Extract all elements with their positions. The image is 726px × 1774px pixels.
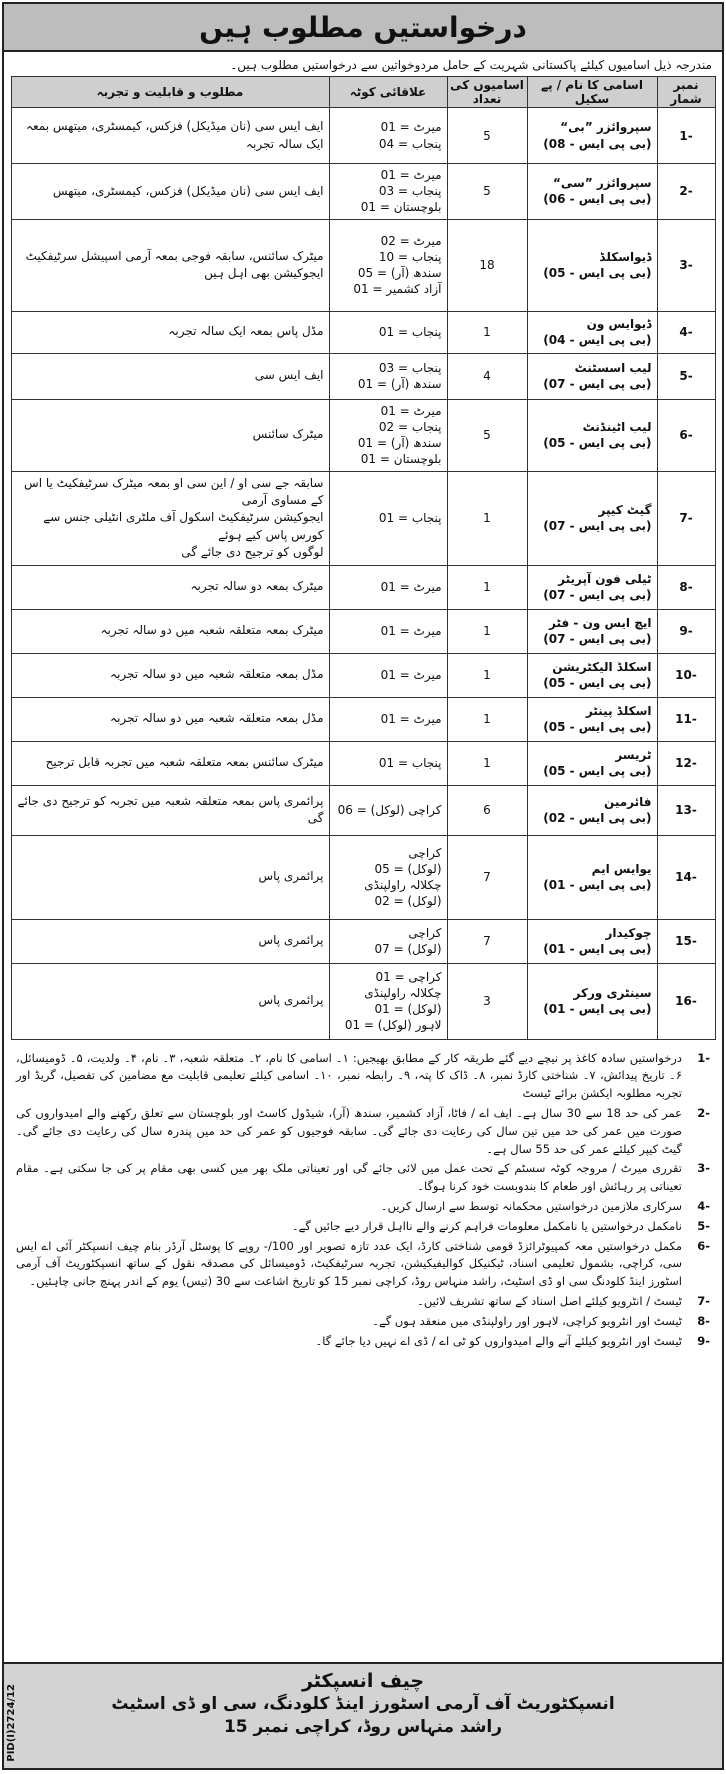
quota-line: میرٹ = 01 <box>380 667 442 682</box>
quota-line: پنجاب = 01 <box>378 510 442 525</box>
regional-quota-cell <box>329 741 447 785</box>
post-name-cell <box>527 219 657 311</box>
serial-number-cell: -13 <box>657 785 715 835</box>
post-name-cell <box>527 835 657 919</box>
post-name-cell <box>527 565 657 609</box>
qualification-line: ایجوکیشن سرٹیفکیٹ اسکول آف ملٹری انٹیلی جنس سے کورس پاس کیے ہوئے <box>43 510 324 542</box>
instruction-item <box>16 1218 710 1236</box>
quota-line: پنجاب = 04 <box>378 136 442 151</box>
qualification-line: میٹرک بمعہ دو سالہ تجربہ <box>190 579 324 594</box>
instruction-item <box>16 1293 710 1311</box>
instruction-number: -2 <box>697 1105 710 1120</box>
regional-quota-cell <box>329 399 447 471</box>
vacancy-count-cell: 7 <box>447 835 527 919</box>
table-row <box>11 311 715 353</box>
qualification-cell <box>11 785 329 835</box>
quota-line: کراچی <box>408 925 442 940</box>
qualification-line: پرائمری پاس <box>258 869 324 884</box>
vacancy-count-cell: 5 <box>447 108 527 164</box>
vacancy-count-cell: 1 <box>447 697 527 741</box>
serial-number-cell: -6 <box>657 399 715 471</box>
table-body <box>11 108 715 1040</box>
qualification-cell <box>11 471 329 565</box>
regional-quota-cell <box>329 653 447 697</box>
post-name-line: سپروائزر ”سی“ <box>552 176 652 191</box>
post-name-line: فائرمین <box>604 794 652 809</box>
regional-quota-cell <box>329 311 447 353</box>
instruction-number: -5 <box>697 1218 710 1233</box>
table-row <box>11 399 715 471</box>
qualification-line: میٹرک سائنس <box>252 427 324 442</box>
post-name-cell <box>527 653 657 697</box>
post-name-cell <box>527 471 657 565</box>
instruction-item <box>16 1198 710 1216</box>
post-name-line: (بی پی ایس - 04) <box>543 333 652 348</box>
serial-number-cell: -7 <box>657 471 715 565</box>
instruction-text: درخواستیں سادہ کاغذ پر نیچے دیے گئے طریقہ کار کے مطابق بھیجیں: ۱۔ اسامی کا نام، ۲۔ متعلقہ شعبہ، ۳۔ نام، ۴۔ ولدیت، ۵۔ ڈومیسائل، ۶۔ تاریخ پیدائش، ۷۔ شناختی کارڈ نمبر، ۸۔ ڈاک کا پتہ، ۹۔ رابطہ نمبر، ۱۰۔ اسامی کیلئے تعلیمی قابلیت مع مضامین کی تفصیل، گریڈ اور تجربہ مطلوبہ ایکشن برائے ٹیسٹ <box>16 1050 682 1101</box>
regional-quota-cell <box>329 785 447 835</box>
quota-line: کراچی <box>408 845 442 860</box>
table-row <box>11 785 715 835</box>
post-name-line: گیٹ کیپر <box>598 502 652 517</box>
quota-line: پنجاب = 02 <box>378 419 442 434</box>
post-name-line: (بی پی ایس - 07) <box>543 632 652 647</box>
qualification-line: میٹرک سائنس، سابقہ فوجی بمعہ آرمی اسپیشل سرٹیفکیٹ ایجوکیشن بھی اہل ہیں <box>25 248 324 281</box>
qualification-cell <box>11 311 329 353</box>
instruction-text: ٹیسٹ / انٹرویو کیلئے اصل اسناد کے ساتھ تشریف لائیں۔ <box>417 1294 682 1309</box>
regional-quota-cell <box>329 919 447 963</box>
post-name-line: اسکلڈ پینٹر <box>585 703 652 718</box>
regional-quota-cell <box>329 565 447 609</box>
qualification-cell <box>11 399 329 471</box>
serial-number-cell: -4 <box>657 311 715 353</box>
regional-quota-cell <box>329 835 447 919</box>
quota-line: میرٹ = 02 <box>380 233 442 248</box>
instruction-number: -8 <box>697 1313 710 1328</box>
vacancy-count-cell: 6 <box>447 785 527 835</box>
advertisement-page <box>2 2 724 1770</box>
instructions-list <box>4 1040 722 1351</box>
quota-line: میرٹ = 01 <box>380 120 442 135</box>
instruction-item <box>16 1105 710 1158</box>
quota-line: پنجاب = 01 <box>378 324 442 339</box>
instruction-item <box>16 1313 710 1331</box>
table-row <box>11 741 715 785</box>
post-name-line: لیب اسسٹنٹ <box>574 360 652 375</box>
post-name-cell <box>527 963 657 1039</box>
post-name-cell <box>527 164 657 220</box>
quota-line: میرٹ = 01 <box>380 579 442 594</box>
table-row <box>11 653 715 697</box>
quota-line: پنجاب = 10 <box>378 249 442 264</box>
instruction-text: ٹیسٹ اور انٹرویو کراچی، لاہور اور راولپنڈی میں منعقد ہوں گے۔ <box>372 1313 682 1328</box>
instruction-number: -1 <box>697 1050 710 1065</box>
vacancy-count-cell: 3 <box>447 963 527 1039</box>
vacancy-count-cell: 18 <box>447 219 527 311</box>
serial-number-cell: -8 <box>657 565 715 609</box>
instruction-number: -9 <box>697 1333 710 1348</box>
header-quota: علاقائی کوٹہ <box>329 77 447 108</box>
post-name-cell <box>527 919 657 963</box>
qualification-line: لوگوں کو ترجیح دی جائے گی <box>181 545 324 560</box>
table-row <box>11 164 715 220</box>
header-serial: نمبر شمار <box>657 77 715 108</box>
regional-quota-cell <box>329 164 447 220</box>
serial-number-cell: -9 <box>657 609 715 653</box>
instruction-item <box>16 1238 710 1291</box>
post-name-line: ٹریسر <box>615 747 652 762</box>
quota-line: کراچی = 01 <box>375 969 442 984</box>
vacancy-table <box>11 76 716 1040</box>
title-banner <box>4 4 722 52</box>
table-row <box>11 471 715 565</box>
instruction-number: -6 <box>697 1238 710 1253</box>
publication-reference: PID(I)2724/12 <box>6 1684 17 1762</box>
post-name-line: (بی پی ایس - 07) <box>543 519 652 534</box>
regional-quota-cell <box>329 108 447 164</box>
quota-line: چکلالہ راولپنڈی <box>364 985 442 1000</box>
regional-quota-cell <box>329 471 447 565</box>
vacancy-count-cell: 1 <box>447 609 527 653</box>
instruction-number: -3 <box>697 1161 710 1176</box>
qualification-line: مڈل پاس بمعہ ایک سالہ تجربہ <box>168 324 324 339</box>
quota-line: بلوچستان = 01 <box>360 452 442 467</box>
post-name-line: (بی پی ایس - 02) <box>543 811 652 826</box>
post-name-line: (بی پی ایس - 01) <box>543 1002 652 1017</box>
qualification-cell <box>11 697 329 741</box>
serial-number-cell: -2 <box>657 164 715 220</box>
intro-text: مندرجہ ذیل اسامیوں کیلئے پاکستانی شہریت کے حامل مردوخواتین سے درخواستیں مطلوب ہیں۔ <box>230 58 712 72</box>
qualification-cell <box>11 609 329 653</box>
qualification-cell <box>11 741 329 785</box>
quota-line: سندھ (آر) = 01 <box>357 436 442 451</box>
qualification-line: پرائمری پاس <box>258 993 324 1008</box>
quota-line: (لوکل) = 07 <box>374 942 442 957</box>
qualification-line: ایف ایس سی (نان میڈیکل) فزکس، کیمسٹری، میتھس <box>52 183 324 198</box>
serial-number-cell: -3 <box>657 219 715 311</box>
regional-quota-cell <box>329 697 447 741</box>
quota-line: (لوکل) = 02 <box>374 894 442 909</box>
post-name-line: (بی پی ایس - 06) <box>543 192 652 207</box>
footer-designation: چیف انسپکٹر <box>301 1670 425 1692</box>
qualification-cell <box>11 164 329 220</box>
qualification-line: مڈل بمعہ متعلقہ شعبہ میں دو سالہ تجربہ <box>110 711 324 726</box>
quota-line: میرٹ = 01 <box>380 711 442 726</box>
post-name-line: (بی پی ایس - 01) <box>543 878 652 893</box>
qualification-cell <box>11 108 329 164</box>
vacancy-count-cell: 1 <box>447 565 527 609</box>
serial-number-cell: -11 <box>657 697 715 741</box>
post-name-line: (بی پی ایس - 01) <box>543 942 652 957</box>
post-name-line: اسکلڈ الیکٹریشن <box>552 659 652 674</box>
table-row <box>11 565 715 609</box>
qualification-cell <box>11 653 329 697</box>
post-name-cell <box>527 609 657 653</box>
page-title: درخواستیں مطلوب ہیں <box>199 10 527 44</box>
post-name-line: (بی پی ایس - 08) <box>543 136 652 151</box>
post-name-line: ایچ ایس ون - فٹر <box>549 615 652 630</box>
post-name-line: ڈیوایس ون <box>586 316 652 331</box>
quota-line: (لوکل) = 01 <box>374 1002 442 1017</box>
instruction-text: عمر کی حد 18 سے 30 سال ہے۔ ایف اے / فاٹا، آزاد کشمیر، سندھ (آر)، شیڈول کاسٹ اور بلوچستان سے تعلق رکھنے والے امیدواروں کی صورت میں عمر کی حد میں تین سال کی رعایت دی جائے گی۔ سابقہ فوجیوں کو عمر کی حد میں پندرہ سال کی رعایت دی جائے گی۔ گیٹ کیپر کیلئے عمر کی حد 55 سال ہے۔ <box>16 1105 682 1156</box>
post-name-line: (بی پی ایس - 05) <box>543 764 652 779</box>
post-name-line: (بی پی ایس - 05) <box>543 436 652 451</box>
qualification-cell <box>11 919 329 963</box>
qualification-cell <box>11 565 329 609</box>
table-row <box>11 919 715 963</box>
instruction-number: -7 <box>697 1294 710 1309</box>
post-name-line: چوکیدار <box>605 925 652 940</box>
serial-number-cell: -14 <box>657 835 715 919</box>
post-name-cell <box>527 353 657 399</box>
instruction-item <box>16 1050 710 1103</box>
qualification-line: پرائمری پاس بمعہ متعلقہ شعبہ میں تجربہ کو ترجیح دی جائے گی <box>17 793 324 826</box>
table-row <box>11 353 715 399</box>
instruction-text: مکمل درخواستیں معہ کمپیوٹرائزڈ قومی شناختی کارڈ، ایک عدد تازہ تصویر اور 100/- روپے کا پوسٹل آرڈر بنام چیف انسپکٹر آئی اے ایس سی، کراچی، بشمول تعلیمی اسناد، ٹیکنیکل کوالیفیکیشن، تجربہ سرٹیفکیٹ، ڈومیسائل کی مصدقہ نقول کے ساتھ انسپکٹوریٹ آف آرمی اسٹورز اینڈ کلودنگ سی او ڈی اسٹیٹ، راشد منہاس روڈ، کراچی نمبر 15 کو تاریخ اشاعت سے 30 (تیس) یوم کے اندر پہنچ جانی چاہئیں۔ <box>16 1238 682 1289</box>
post-name-line: یوایس ایم <box>591 861 652 876</box>
footer-signature <box>4 1662 722 1768</box>
quota-line: (لوکل) = 05 <box>374 861 442 876</box>
quota-line: بلوچستان = 01 <box>360 200 442 215</box>
qualification-line: مڈل بمعہ متعلقہ شعبہ میں دو سالہ تجربہ <box>110 667 324 682</box>
regional-quota-cell <box>329 219 447 311</box>
instruction-text: سرکاری ملازمین درخواستیں محکمانہ توسط سے ارسال کریں۔ <box>380 1199 682 1214</box>
quota-line: لاہور (لوکل) = 01 <box>344 1018 442 1033</box>
serial-number-cell: -10 <box>657 653 715 697</box>
qualification-cell <box>11 835 329 919</box>
post-name-line: سینٹری ورکر <box>573 985 652 1000</box>
vacancy-count-cell: 1 <box>447 471 527 565</box>
regional-quota-cell <box>329 353 447 399</box>
instruction-number: -4 <box>697 1199 710 1214</box>
post-name-line: ڈیواسکلڈ <box>599 249 652 264</box>
instruction-item <box>16 1333 710 1351</box>
quota-line: سندھ (آر) = 01 <box>357 377 442 392</box>
header-post: اسامی کا نام / پے سکیل <box>527 77 657 108</box>
post-name-cell <box>527 785 657 835</box>
table-row <box>11 108 715 164</box>
quota-line: چکلالہ راولپنڈی <box>364 878 442 893</box>
quota-line: پنجاب = 01 <box>378 755 442 770</box>
vacancy-count-cell: 4 <box>447 353 527 399</box>
quota-line: میرٹ = 01 <box>380 168 442 182</box>
instruction-text: نامکمل درخواستیں یا نامکمل معلومات فراہم کرنے والے نااہل قرار دیے جائیں گے۔ <box>291 1218 682 1233</box>
quota-line: سندھ (آر) = 05 <box>357 266 442 281</box>
serial-number-cell: -15 <box>657 919 715 963</box>
serial-number-cell: -12 <box>657 741 715 785</box>
table-header-row <box>11 77 715 108</box>
post-name-line: (بی پی ایس - 05) <box>543 720 652 735</box>
post-name-cell <box>527 697 657 741</box>
serial-number-cell: -16 <box>657 963 715 1039</box>
header-count: اسامیوں کی تعداد <box>447 77 527 108</box>
footer-organization: انسپکٹوریٹ آف آرمی اسٹورز اینڈ کلودنگ، سی او ڈی اسٹیٹ <box>111 1694 615 1714</box>
quota-line: کراچی (لوکل) = 06 <box>337 802 442 817</box>
qualification-line: سابقہ جے سی او / این سی او بمعہ میٹرک سرٹیفکیٹ یا اس کے مساوی آرمی <box>24 475 324 507</box>
qualification-cell <box>11 963 329 1039</box>
quota-line: میرٹ = 01 <box>380 623 442 638</box>
instruction-text: ٹیسٹ اور انٹرویو کیلئے آنے والے امیدواروں کو ٹی اے / ڈی اے نہیں دیا جائے گا۔ <box>315 1333 682 1348</box>
qualification-line: میٹرک سائنس بمعہ متعلقہ شعبہ میں تجربہ قابل ترجیح <box>45 755 324 770</box>
qualification-line: ایف ایس سی (نان میڈیکل) فزکس، کیمسٹری، میتھس بمعہ ایک سالہ تجربہ <box>25 119 324 151</box>
serial-number-cell: -5 <box>657 353 715 399</box>
vacancy-count-cell: 7 <box>447 919 527 963</box>
post-name-cell <box>527 741 657 785</box>
post-name-line: لیب اٹینڈنٹ <box>582 419 652 434</box>
footer-address: راشد منہاس روڈ، کراچی نمبر 15 <box>223 1717 503 1737</box>
post-name-line: (بی پی ایس - 05) <box>543 266 652 281</box>
qualification-cell <box>11 353 329 399</box>
serial-number-cell: -1 <box>657 108 715 164</box>
quota-line: پنجاب = 03 <box>378 360 442 375</box>
quota-line: میرٹ = 01 <box>380 403 442 418</box>
post-name-cell <box>527 108 657 164</box>
regional-quota-cell <box>329 609 447 653</box>
table-row <box>11 697 715 741</box>
quota-line: پنجاب = 03 <box>378 184 442 199</box>
vacancy-count-cell: 1 <box>447 653 527 697</box>
table-row <box>11 219 715 311</box>
vacancy-count-cell: 1 <box>447 741 527 785</box>
post-name-line: (بی پی ایس - 07) <box>543 588 652 603</box>
regional-quota-cell <box>329 963 447 1039</box>
post-name-line: ٹیلی فون آپریٹر <box>558 571 652 586</box>
instruction-text: تقرری میرٹ / مروجہ کوٹہ سسٹم کے تحت عمل میں لائی جائے گی اور تعیناتی ملک بھر میں کسی بھی مقام پر کی جا سکتی ہے۔ مقام تعیناتی پر رہائش اور طعام کا بندوبست خود کرنا ہوگا۔ <box>16 1161 682 1194</box>
post-name-cell <box>527 311 657 353</box>
table-row <box>11 609 715 653</box>
post-name-line: سپروائزر ”بی“ <box>560 120 652 135</box>
post-name-line: (بی پی ایس - 05) <box>543 676 652 691</box>
qualification-line: پرائمری پاس <box>258 933 324 948</box>
vacancy-count-cell: 5 <box>447 164 527 220</box>
post-name-cell <box>527 399 657 471</box>
header-qualification: مطلوب و قابلیت و تجربہ <box>11 77 329 108</box>
vacancy-count-cell: 1 <box>447 311 527 353</box>
qualification-line: ایف ایس سی <box>254 368 324 383</box>
vacancy-count-cell: 5 <box>447 399 527 471</box>
table-row <box>11 835 715 919</box>
table-row <box>11 963 715 1039</box>
quota-line: آزاد کشمیر = 01 <box>353 282 442 297</box>
instruction-item <box>16 1160 710 1196</box>
post-name-line: (بی پی ایس - 07) <box>543 377 652 392</box>
qualification-line: میٹرک بمعہ متعلقہ شعبہ میں دو سالہ تجربہ <box>100 623 324 638</box>
qualification-cell <box>11 219 329 311</box>
